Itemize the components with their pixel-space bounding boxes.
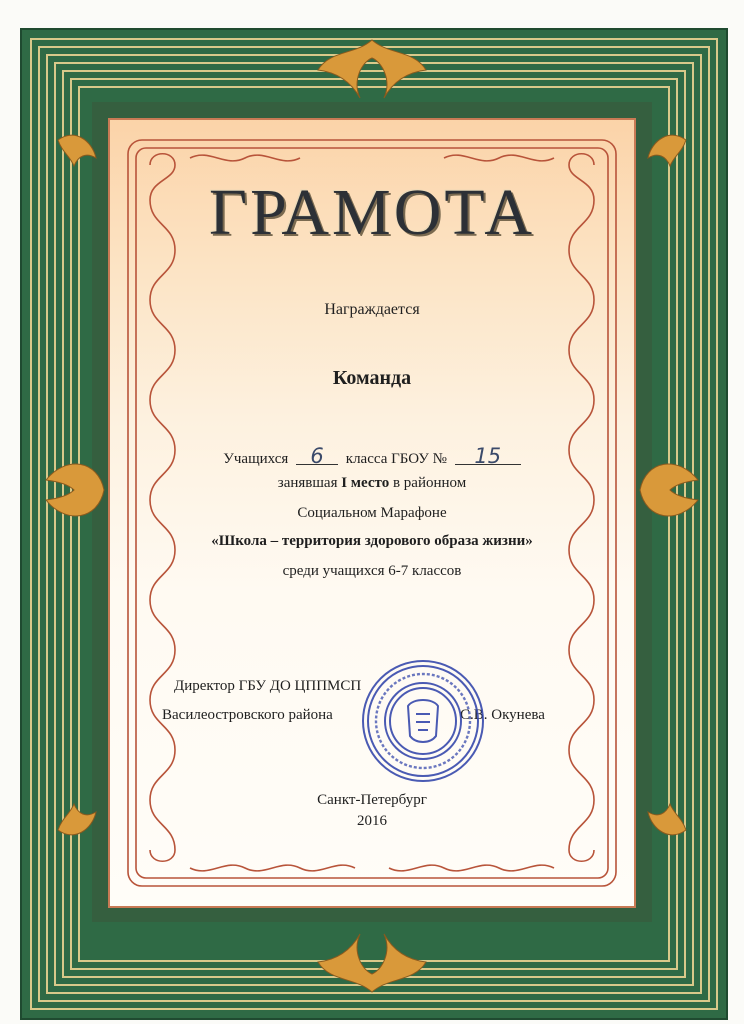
- school-label: класса ГБОУ №: [345, 451, 447, 467]
- school-line: [0, 444, 744, 468]
- awarded-label: Награждается: [324, 301, 420, 318]
- event-name: «Школа – территория здорового образа жизни»: [211, 533, 533, 549]
- signatory-district: Василеостровского района: [162, 707, 333, 723]
- place-text: I место: [341, 475, 390, 491]
- place-suffix: в районном: [392, 475, 467, 491]
- students-prefix: Учащихся: [223, 451, 289, 467]
- certificate-title: ГРАМОТА: [208, 176, 536, 249]
- year: 2016: [357, 813, 387, 829]
- signatory-title: Директор ГБУ ДО ЦППМСП: [174, 678, 362, 694]
- corner-acanthus-top-left: [58, 135, 96, 166]
- recipient-name: Команда: [332, 367, 412, 389]
- place-prefix: занявшая: [277, 475, 338, 491]
- handwritten-school-number: 15: [455, 448, 521, 465]
- city: Санкт-Петербург: [317, 792, 427, 808]
- top-acanthus: [318, 40, 426, 98]
- corner-acanthus-top-right: [648, 135, 686, 166]
- signatory-name: С.В. Окунева: [460, 707, 545, 723]
- place-line: [0, 475, 744, 492]
- official-stamp: [358, 656, 488, 786]
- bottom-acanthus: [318, 934, 426, 992]
- participants-line: среди учащихся 6-7 классов: [282, 563, 462, 579]
- handwritten-grade: 6: [296, 448, 338, 465]
- event-line: Социальном Марафоне: [297, 505, 447, 521]
